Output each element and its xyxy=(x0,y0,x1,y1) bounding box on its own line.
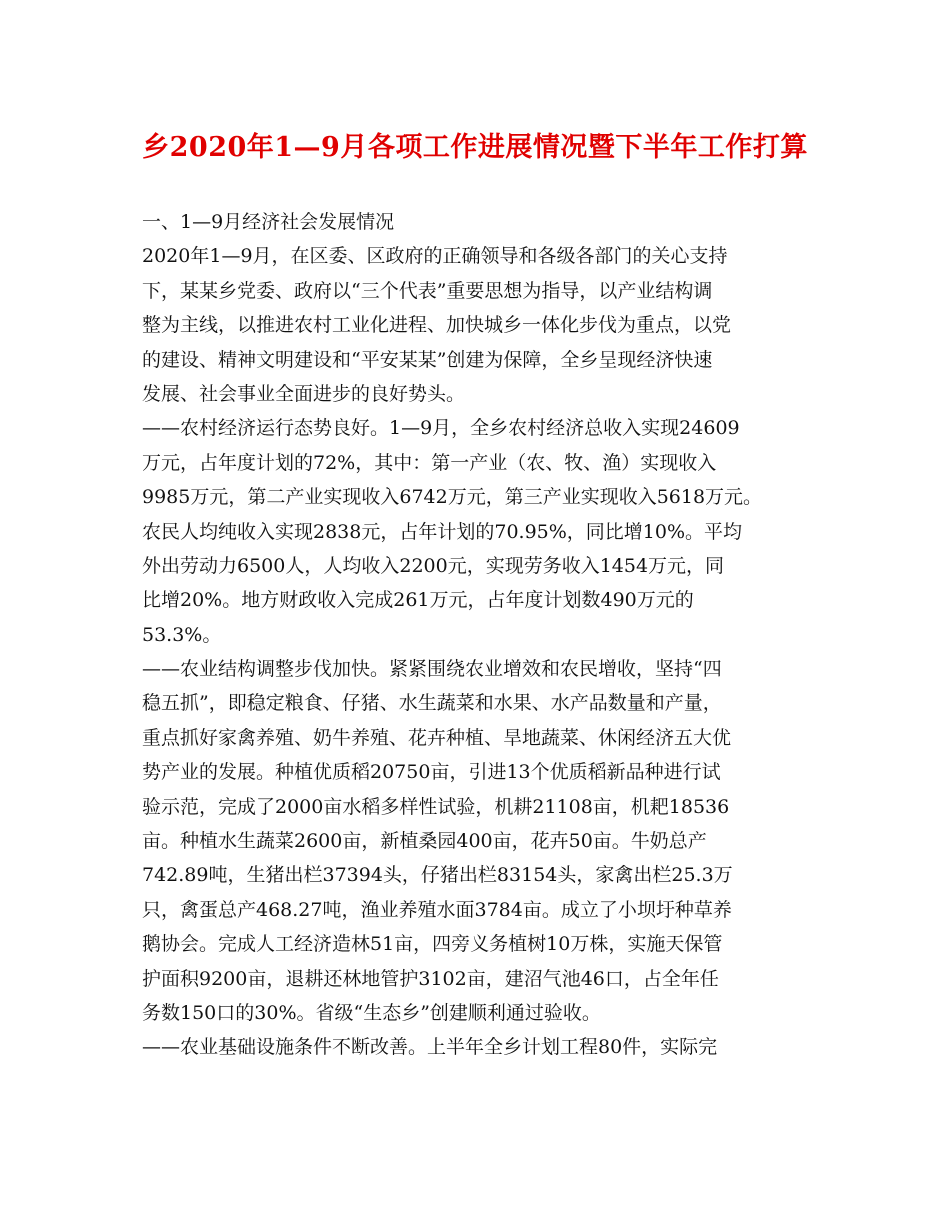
body-line: 只，禽蛋总产468.27吨，渔业养殖水面3784亩。成立了小坝圩种草养 xyxy=(142,898,732,921)
document-body xyxy=(142,205,832,1065)
body-line: ——农业基础设施条件不断改善。上半年全乡计划工程80件，实际完 xyxy=(142,1036,718,1059)
body-line: 742.89吨，生猪出栏37394头，仔猪出栏83154头，家禽出栏25.3万 xyxy=(142,864,733,887)
body-line: 势产业的发展。种植优质稻20750亩，引进13个优质稻新品种进行试 xyxy=(142,761,721,784)
body-line: 鹅协会。完成人工经济造林51亩，四旁义务植树10万株，实施天保管 xyxy=(142,933,723,956)
body-line: 2020年1—9月，在区委、区政府的正确领导和各级各部门的关心支持 xyxy=(142,245,728,268)
body-line: 万元，占年度计划的72%，其中：第一产业（农、牧、渔）实现收入 xyxy=(142,451,717,474)
body-line: 亩。种植水生蔬菜2600亩，新植桑园400亩，花卉50亩。牛奶总产 xyxy=(142,830,707,853)
body-line: 务数150口的30%。省级“生态乡”创建顺利通过验收。 xyxy=(142,1001,601,1024)
body-line: 下，某某乡党委、政府以“三个代表”重要思想为指导，以产业结构调 xyxy=(142,279,713,302)
body-line: 的建设、精神文明建设和“平安某某”创建为保障，全乡呈现经济快速 xyxy=(142,348,713,371)
body-line: 验示范，完成了2000亩水稻多样性试验，机耕21108亩，机耙18536 xyxy=(142,795,730,818)
body-line: 发展、社会事业全面进步的良好势头。 xyxy=(142,382,466,405)
body-line: 一、1—9月经济社会发展情况 xyxy=(142,211,395,233)
body-line: ——农业结构调整步伐加快。紧紧围绕农业增效和农民增收，坚持“四 xyxy=(142,658,722,681)
body-line: 外出劳动力6500人，人均收入2200元，实现劳务收入1454万元，同 xyxy=(142,554,725,577)
body-line: 护面积9200亩，退耕还林地管护3102亩，建沼气池46口，占全年任 xyxy=(142,967,719,990)
body-line: 整为主线，以推进农村工业化进程、加快城乡一体化步伐为重点，以党 xyxy=(142,314,732,337)
body-line: 9985万元，第二产业实现收入6742万元，第三产业实现收入5618万元。 xyxy=(142,486,763,509)
body-line: 比增20%。地方财政收入完成261万元，占年度计划数490万元的 xyxy=(142,589,694,612)
body-line: ——农村经济运行态势良好。1—9月，全乡农村经济总收入实现24609 xyxy=(142,417,740,440)
document-title: 乡2020年1—9月各项工作进展情况暨下半年工作打算 xyxy=(142,132,808,163)
body-line: 农民人均纯收入实现2838元，占年计划的70.95%，同比增10%。平均 xyxy=(142,520,743,543)
body-line: 53.3%。 xyxy=(142,623,222,646)
body-line: 重点抓好家禽养殖、奶牛养殖、花卉种植、旱地蔬菜、休闲经济五大优 xyxy=(142,726,732,749)
body-line: 稳五抓”，即稳定粮食、仔猪、水生蔬菜和水果、水产品数量和产量， xyxy=(142,692,722,715)
